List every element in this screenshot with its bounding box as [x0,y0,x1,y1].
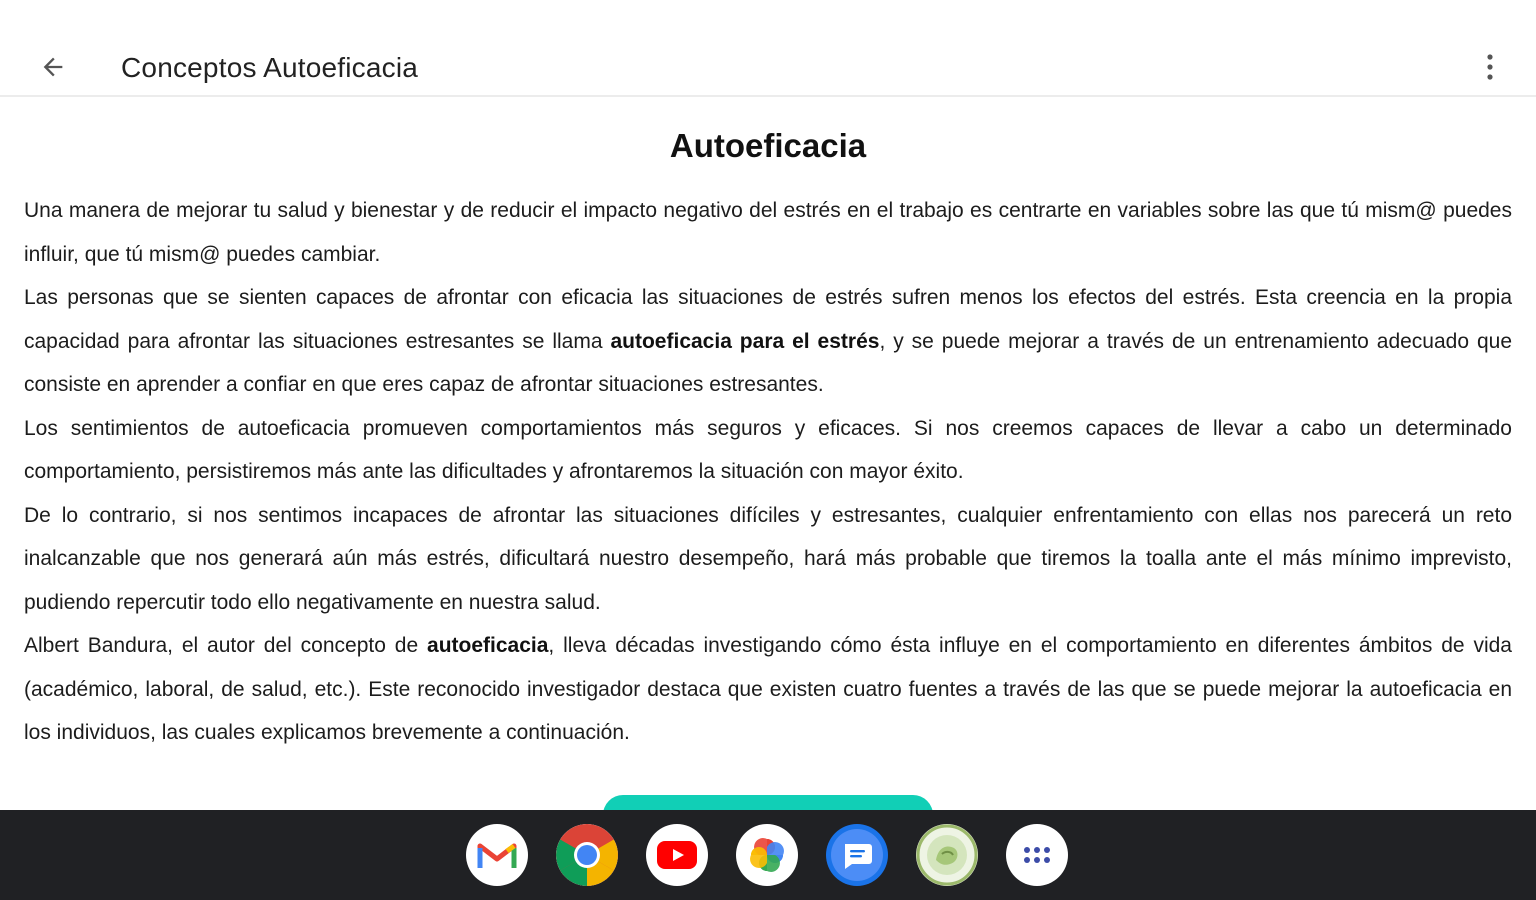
chrome-icon [556,824,618,886]
back-button[interactable] [30,44,76,90]
next-button[interactable] [603,795,933,810]
paragraph-5-bold: autoeficacia [427,634,549,657]
app-launcher[interactable] [1006,824,1068,886]
paragraph-5-text: Albert Bandura, el autor del concepto de [24,634,428,657]
paragraph-2-text-end: , y se puede mejorar a través de un entrenamiento adecuado que consiste en aprender a confiar en que eres capaz de afrontar situaciones estresantes. [24,329,1512,396]
article-body [24,189,1512,755]
app-dock [466,824,1068,886]
article-heading: Autoeficacia [669,127,867,164]
gmail-app[interactable] [466,824,528,886]
arrow-back-icon [39,53,67,81]
paragraph-5 [24,624,1512,755]
page-title: Conceptos Autoeficacia [121,52,419,83]
stress-app-icon [916,824,978,886]
messages-icon [826,824,888,886]
more-vert-icon [1486,53,1494,81]
gmail-icon [477,840,517,870]
messages-app[interactable] [826,824,888,886]
more-options-button[interactable] [1470,44,1510,90]
chrome-app[interactable] [556,824,618,886]
paragraph-1: Una manera de mejorar tu salud y bienestar y de reducir el impacto negativo del estrés en el trabajo es centrarte en variables sobre las que tú mism@ puedes influir, que tú mism@ puedes cambiar. [24,199,1512,266]
paragraph-3: Los sentimientos de autoeficacia promueven comportamientos más seguros y eficaces. Si nos creemos capaces de llevar a cabo un determinado comportamiento, persistiremos más ante las dificultades y afrontaremos la situación con mayor éxito. [24,416,1512,483]
paragraph-4: De lo contrario, si nos sentimos incapaces de afrontar las situaciones difíciles y estresantes, cualquier enfrentamiento con ellas nos parecerá un reto inalcanzable que nos generará aún más estrés, dificultará nuestro desempeño, hará más probable que tiremos la toalla ante el más mínimo imprevisto, pudiendo repercutir todo ello negativamente en nuestra salud. [24,503,1512,614]
app-bar [0,0,1536,97]
stress-app[interactable] [916,824,978,886]
taskbar [0,810,1536,900]
photos-icon [747,835,787,875]
paragraph-5-text-end: , lleva décadas investigando cómo ésta influye en el comportamiento en diferentes ámbitos de vida (académico, laboral, de salud, etc.). Este reconocido investigador destaca que existen cuatro fuentes a través de las que se puede mejorar la autoeficacia en los individuos, las cuales explicamos brevemente a continuación. [24,634,1512,744]
paragraph-2-bold: autoeficacia para el estrés [610,329,880,353]
youtube-icon [657,841,697,869]
apps-grid-icon [1022,845,1052,865]
paragraph-2 [24,276,1512,407]
article-content[interactable] [0,97,1536,810]
youtube-app[interactable] [646,824,708,886]
paragraph-2-text: Las personas que se sienten capaces de afrontar con eficacia las situaciones de estrés sufren menos los efectos del estrés. Esta creencia en la propia capacidad para afrontar las situaciones estresantes se llama [24,286,1512,353]
photos-app[interactable] [736,824,798,886]
